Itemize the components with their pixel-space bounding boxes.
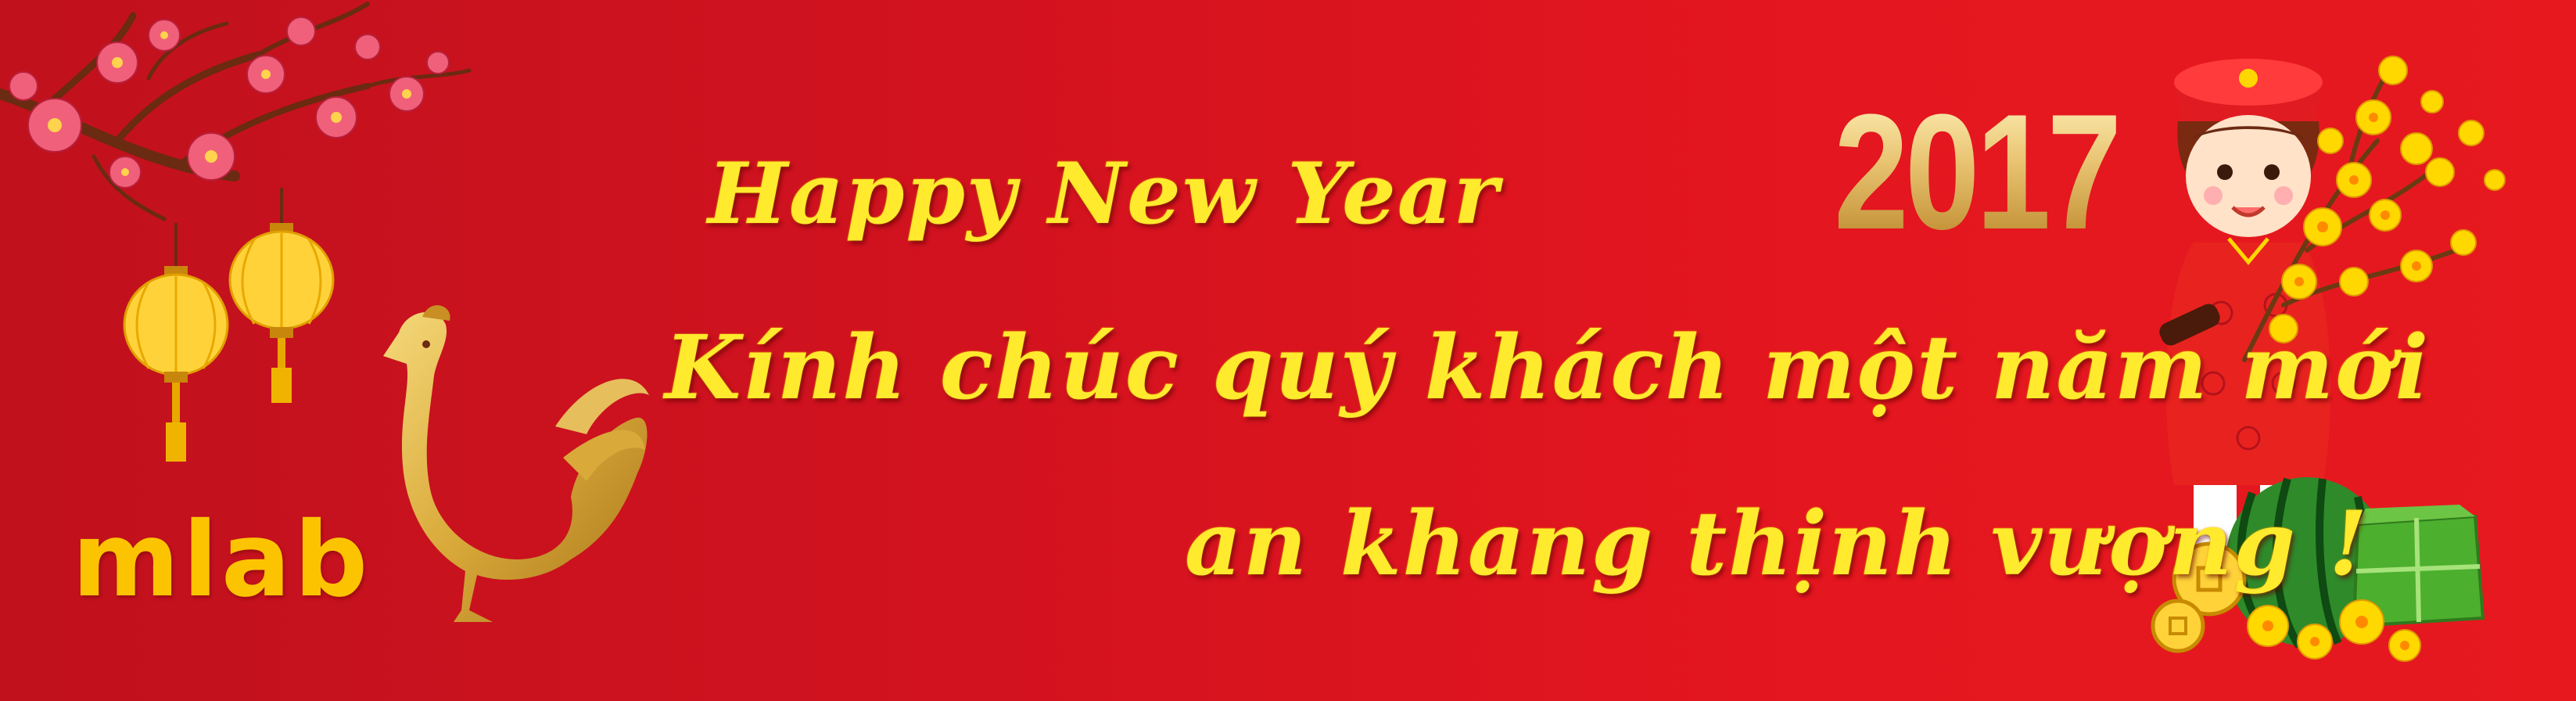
greeting-line-2: an khang thịnh vượng !	[1185, 493, 2369, 595]
rooster-icon	[375, 301, 657, 638]
greeting-title: Happy New Year	[708, 145, 1500, 243]
year-title: 2017	[1834, 80, 2119, 264]
greeting-line-1: Kính chúc quý khách một năm mới	[665, 317, 2431, 419]
brand-logo: mlab	[72, 500, 371, 620]
lantern-icon	[117, 223, 235, 466]
lantern-icon	[223, 188, 340, 430]
